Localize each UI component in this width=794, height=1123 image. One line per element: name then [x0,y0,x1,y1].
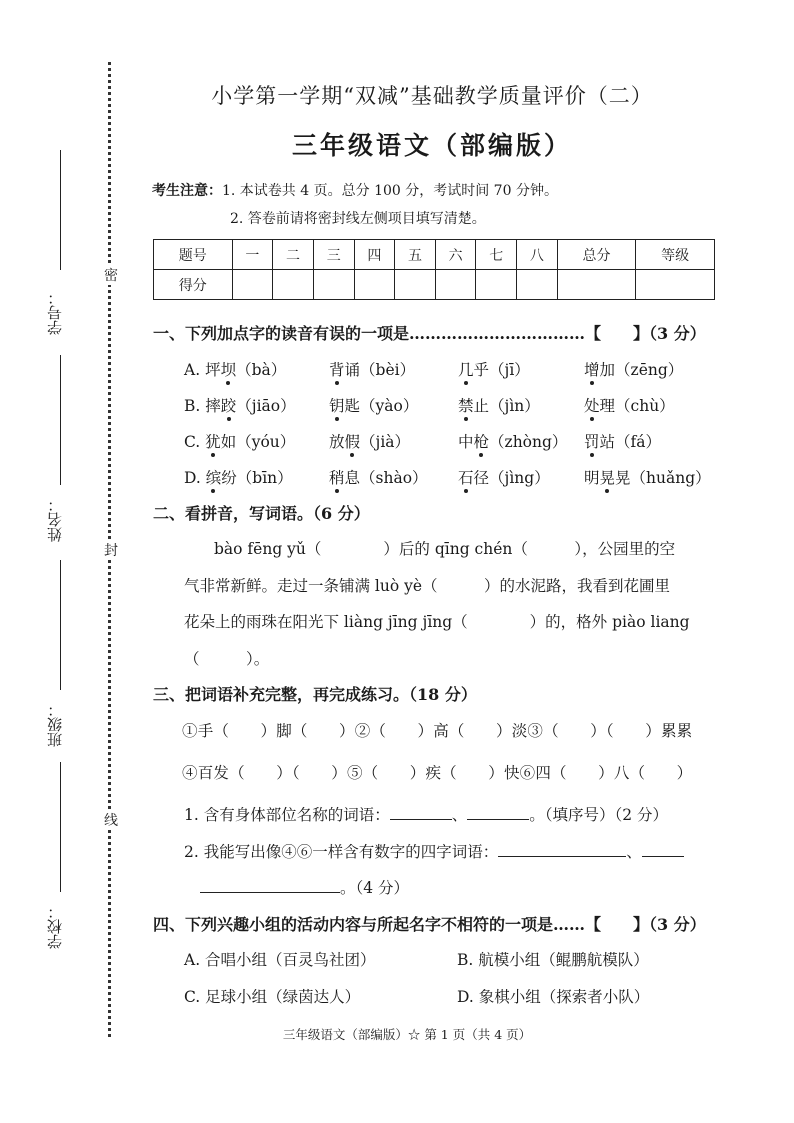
option-text: 乎 [473,361,490,379]
q3-row-2: ④百发（ ）（ ）⑤（ ）疾（ ）快⑥四（ ）八（ ） [182,764,693,782]
dotted-char: 稍 [329,469,345,487]
option-text: （fá） [615,433,662,451]
option-text: 径 [473,469,490,487]
q4-option-c: C. 足球小组（绿茵达人） [184,988,361,1006]
q3-sub1-tail: 。（填序号）（2 分） [529,806,669,824]
score-header-cell: 一 [232,240,273,270]
option-text: （yào） [360,397,419,415]
option-text: 晃 [615,469,631,487]
score-header-cell: 二 [273,240,314,270]
q1-option [584,358,683,380]
score-cell[interactable] [395,270,436,300]
score-header-cell: 六 [435,240,476,270]
option-text: 明 [584,469,600,487]
q1-option [184,430,295,452]
option-text: 匙 [344,397,361,415]
option-text: B. [184,397,206,415]
option-text: （bèi） [360,361,416,379]
option-text: 放 [329,433,345,451]
student-id-label: 学号： [46,290,64,336]
dotted-char: 缤 [205,469,222,487]
score-header-cell: 总分 [557,240,636,270]
score-table-header-row [154,240,715,270]
q1-option [329,394,418,416]
dotted-char: 枪 [473,433,490,451]
name-underline [60,355,61,485]
q1-option [584,430,661,452]
q4-option-d: D. 象棋小组（探索者小队） [457,988,650,1006]
score-table [153,239,715,300]
score-cell[interactable] [636,270,715,300]
notice-line-2: 2. 答卷前请将密封线左侧项目填写清楚。 [230,211,486,227]
q3-stem: 三、把词语补充完整，再完成练习。（18 分） [153,685,477,704]
score-cell[interactable] [354,270,395,300]
option-text: 加 [599,361,616,379]
q3-sub1-sep: 、 [451,806,468,824]
q4-option-a: A. 合唱小组（百灵鸟社团） [184,951,376,969]
q1-option [458,358,530,380]
score-header-cell: 四 [354,240,395,270]
exam-subtitle: 三年级语文（部编版） [291,131,572,160]
option-text: 纷 [221,469,237,487]
score-header-cell: 三 [313,240,354,270]
dotted-char: 跤 [220,397,237,415]
q1-option [184,466,293,488]
dotted-char: 犹 [205,433,221,451]
option-text: （jī） [489,361,530,379]
student-id-underline [60,150,61,270]
dotted-char: 几 [458,361,474,379]
q2-line-3: 花朵上的雨珠在阳光下 liàng jīng jīng（ ）的，格外 piào liang [184,613,690,631]
score-cell[interactable] [232,270,273,300]
score-cell[interactable] [273,270,314,300]
score-row-label: 得分 [154,270,233,300]
q3-sub-2-cont [200,876,409,898]
option-text: 如 [220,433,237,451]
option-text: 中 [458,433,474,451]
option-text: （bà） [236,361,287,379]
score-header-cell: 等级 [636,240,715,270]
dotted-char: 钥 [329,397,345,415]
dotted-char: 增 [584,361,600,379]
seal-char-xian: 线 [102,810,120,830]
dotted-char: 坝 [220,361,237,379]
option-text: （bīn） [236,469,293,487]
score-table-score-row [154,270,715,300]
option-text: 息 [344,469,361,487]
q1-option [458,466,550,488]
score-cell[interactable] [435,270,476,300]
class-underline [60,560,61,690]
q2-line-1: bào fēng yǔ（ ）后的 qīng chén（ ），公园里的空 [214,540,676,558]
q1-option [584,466,711,488]
q3-sub-1 [184,803,668,825]
q2-stem: 二、看拼音，写词语。（6 分） [153,504,370,523]
option-text: （huǎng） [630,469,711,487]
q1-option [584,394,675,416]
q3-sub1-text: 1. 含有身体部位名称的词语： [184,806,390,824]
notice-line-1 [152,180,558,200]
q1-option [184,358,286,380]
notice-label: 考生注意： [152,183,222,199]
q3-sub-2 [184,840,684,862]
dotted-char: 假 [344,433,361,451]
q1-option [458,430,567,452]
option-text: 站 [599,433,616,451]
page-footer: 三年级语文（部编版）☆ 第 1 页（共 4 页） [282,1027,532,1042]
option-text: （yóu） [236,433,296,451]
option-text: （zhòng） [489,433,568,451]
score-header-cell: 七 [476,240,517,270]
q3-sub2-blank-1[interactable] [498,842,626,857]
score-header-cell: 题号 [154,240,233,270]
dotted-char: 罚 [584,433,600,451]
dotted-char: 晃 [599,469,616,487]
option-text: 理 [599,397,616,415]
option-text: （zēng） [615,361,684,379]
class-label: 班级： [46,702,64,748]
seal-char-feng: 封 [102,540,120,560]
q1-option [184,394,296,416]
option-text: 止 [473,397,490,415]
q2-line-4: （ ）。 [184,650,270,668]
q1-option [458,394,540,416]
q3-sub1-blank-1[interactable] [390,805,452,820]
seal-char-mi: 密 [102,265,120,285]
option-text: 坪 [205,361,221,379]
option-text: （jià） [360,433,411,451]
q4-stem: 四、下列兴趣小组的活动内容与所起名字不相符的一项是……【 】（3 分） [153,915,706,934]
q4-option-b: B. 航模小组（鲲鹏航模队） [457,951,649,969]
dotted-char: 背 [329,361,345,379]
school-label: 学校： [46,904,64,950]
dotted-char: 禁 [458,397,474,415]
q1-option [329,430,410,452]
q3-sub2-text: 2. 我能写出像④⑥一样含有数字的四字词语： [184,843,499,861]
notice-text-1: 1. 本试卷共 4 页。总分 100 分，考试时间 70 分钟。 [222,183,558,199]
q1-stem: 一、下列加点字的读音有误的一项是……………………………【 】（3 分） [153,324,706,343]
q3-row-1: ①手（ ）脚（ ）②（ ）高（ ）淡③（ ）（ ）累累 [182,722,693,740]
option-text: 摔 [205,397,221,415]
q3-sub2-tail: 。（4 分） [340,879,410,897]
q3-sub2-sep: 、 [626,843,642,861]
option-text: C. [184,433,206,451]
exam-title: 小学第一学期“双减”基础教学质量评价（二） [211,84,653,108]
option-text: （chù） [615,397,675,415]
score-cell[interactable] [313,270,354,300]
score-cell[interactable] [517,270,558,300]
dotted-char: 处 [584,397,600,415]
q2-line-2: 气非常新鲜。走过一条铺满 luò yè（ ）的水泥路，我看到花圃里 [184,577,671,595]
dotted-char: 石 [458,469,474,487]
score-header-cell: 五 [395,240,436,270]
option-text: （shào） [360,469,428,487]
score-cell[interactable] [476,270,517,300]
q1-option [329,358,415,380]
option-text: D. [184,469,206,487]
q3-sub2-blank-3[interactable] [200,878,340,893]
q3-sub1-blank-2[interactable] [467,805,529,820]
school-underline [60,762,61,892]
option-text: （jìng） [489,469,550,487]
option-text: （jiāo） [236,397,296,415]
option-text: 诵 [344,361,361,379]
option-text: （jìn） [489,397,540,415]
option-text: A. [184,361,206,379]
q3-sub2-blank-2[interactable] [642,842,684,857]
score-header-cell: 八 [517,240,558,270]
score-cell[interactable] [557,270,636,300]
q1-option [329,466,428,488]
name-label: 姓名： [46,497,64,543]
